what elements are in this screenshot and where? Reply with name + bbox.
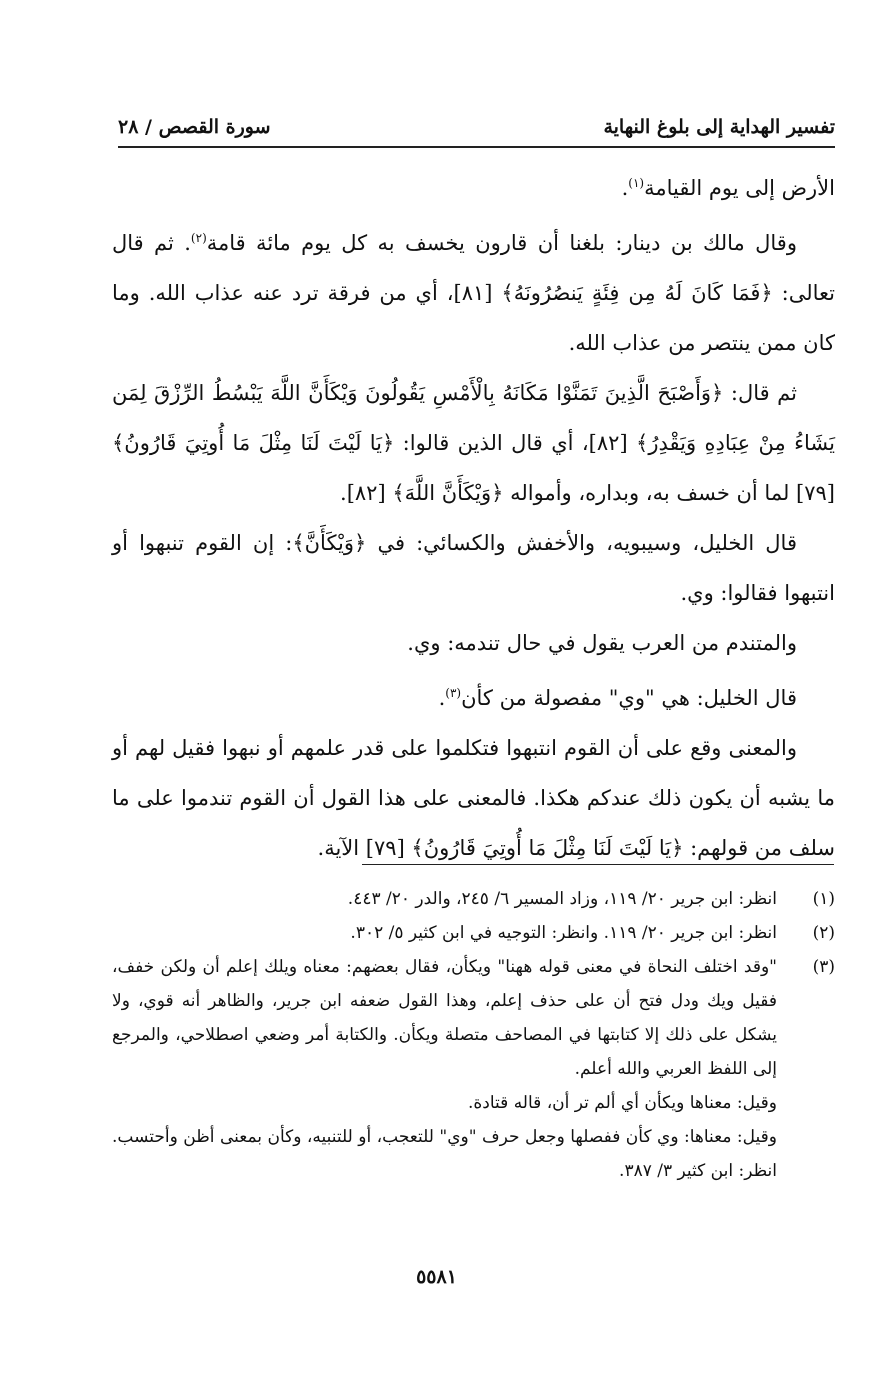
footnote-3 xyxy=(112,950,835,1086)
footnote-number: (٣) xyxy=(812,957,835,977)
paragraph-2-text: وقال مالك بن دينار: بلغنا أن قارون يخسف به كل يوم مائة قامة xyxy=(206,231,797,255)
footnote-3-continuation-2: وقيل: معناها: وي كأن ففصلها وجعل حرف "وي" للتعجب، أو للتنبيه، وكأن بمعنى أظن وأحتسب. انظر: ابن كثير ٣/ ٣٨٧. xyxy=(112,1127,777,1181)
footnotes xyxy=(112,882,835,1188)
paragraph-6-text: قال الخليل: هي "وي" مفصولة من كأن xyxy=(461,686,797,710)
footnote-text: انظر: ابن جرير ٢٠/ ١١٩، وزاد المسير ٦/ ٢٤٥، والدر ٢٠/ ٤٤٣. xyxy=(347,889,777,909)
footnote-3-continuation-1: وقيل: معناها ويكأن أي ألم تر أن، قاله قتادة. xyxy=(467,1093,777,1113)
footnote-ref-3[interactable]: (٣) xyxy=(445,686,462,700)
surah-info: سورة القصص / ٢٨ xyxy=(118,116,271,138)
page-number: ٥٥٨١ xyxy=(416,1266,457,1288)
footnote-ref-1[interactable]: (١) xyxy=(628,176,645,190)
footnote-1 xyxy=(112,882,835,916)
paragraph-2 xyxy=(112,213,835,368)
running-header xyxy=(118,98,835,138)
paragraph-3: ثم قال: ﴿وَأَصْبَحَ الَّذِينَ تَمَنَّوْا مَكَانَهُ بِالْأَمْسِ يَقُولُونَ وَيْكَأَنَّ اللَّهَ يَبْسُطُ الرِّزْقَ لِمَن يَشَاءُ مِنْ عِبَادِهِ وَيَقْدِرُ﴾ [٨٢]، أي قال الذين قالوا: ﴿يَا لَيْتَ لَنَا مِثْلَ مَا أُوتِيَ قَارُونُ﴾ [٧٩] لما أن خسف به، وبداره، وأمواله ﴿وَيْكَأَنَّ اللَّهَ﴾ [٨٢]. xyxy=(112,381,835,505)
book-title: تفسير الهداية إلى بلوغ النهاية xyxy=(603,116,835,138)
footnote-ref-2[interactable]: (٢) xyxy=(190,231,207,245)
paragraph-2-tail: . ثم قال تعالى: ﴿فَمَا كَانَ لَهُ مِن فِئَةٍ يَنصُرُونَهُ﴾ [٨١]، أي من فرقة ترد عنه عذاب الله. وما كان ممن ينتصر من عذاب الله. xyxy=(112,231,835,355)
footnote-number: (٢) xyxy=(812,923,835,943)
footnote-text: "وقد اختلف النحاة في معنى قوله ههنا" ويكأن، فقال بعضهم: معناه ويلك إعلم أن ولكن خفف، فقيل ويك ودل فتح أن على حذف إعلم، وهذا القول ضعفه ابن جرير، والظاهر أنه قوي، ولا يشكل على ذلك إلا كتابتها في المصاحف متصلة ويكأن. والكتابة أمر وضعي اصطلاحي، والمرجع إلى اللفظ العربي والله أعلم. xyxy=(112,957,777,1079)
footnote-text: انظر: ابن جرير ٢٠/ ١١٩. وانظر: التوجيه في ابن كثير ٥/ ٣٠٢. xyxy=(350,923,777,943)
footnote-number: (١) xyxy=(812,889,835,909)
paragraph-5: والمتندم من العرب يقول في حال تندمه: وي. xyxy=(407,631,797,655)
footnote-2 xyxy=(112,916,835,950)
paragraph-7: والمعنى وقع على أن القوم انتبهوا فتكلموا على قدر علمهم أو نبهوا فقيل لهم أو ما يشبه أن يكون ذلك عندكم هكذا. فالمعنى على هذا القول أن القوم تندموا على ما سلف من قولهم: ﴿يَا لَيْتَ لَنَا مِثْلَ مَا أُوتِيَ قَارُونُ﴾ [٧٩] الآية. xyxy=(112,736,835,860)
main-text xyxy=(112,158,835,873)
paragraph-4: قال الخليل، وسيبويه، والأخفش والكسائي: في ﴿وَيْكَأَنَّ﴾: إن القوم تنبهوا أو انتبهوا فقالوا: وي. xyxy=(112,531,835,605)
paragraph-1-tail: . xyxy=(621,176,629,200)
paragraph-1 xyxy=(112,158,835,213)
paragraph-6-tail: . xyxy=(438,686,446,710)
paragraph-6 xyxy=(112,668,835,723)
header-rule xyxy=(118,146,835,148)
paragraph-1-text: الأرض إلى يوم القيامة xyxy=(644,176,835,200)
footnote-separator xyxy=(362,864,834,865)
